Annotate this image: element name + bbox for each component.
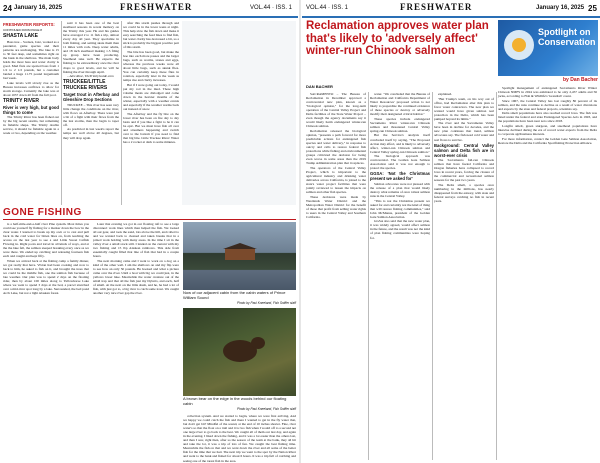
rec-para-8: The biological approach was controversial. The Golden Gate Salmon Association said it was not enough to protect the species. xyxy=(370,154,430,171)
shasta-para-1: Bass tree – Sceleza, Jazz, worked as a perennial, game species and their patterns are unchanging. The lake is 15 to 30 feet deep, and sometimes right on the bank in the shallows. The main body holds the most bass and water clarity is good. Mud flats are spotted bass from 1 1/2 to 2 1/2 pounds, but a customer landed a huge 11.75 pound largemouth last week. xyxy=(3,39,59,80)
left-header-rule xyxy=(0,16,298,18)
spotlight-banner xyxy=(498,20,598,76)
gone-col-2b xyxy=(93,222,179,460)
gone-fishing-heading: GONE FISHING xyxy=(3,207,82,218)
right-page-date: January 16, 2025 xyxy=(536,5,585,11)
left-col-sep-1 xyxy=(61,21,62,205)
trinity-subhead: River is very high, but good things to come xyxy=(3,104,59,115)
spot-para-5: For more information, contact the Golden Gate Salmon Association, Restore the Delta and the California Sportfishing Protection Alliance. xyxy=(498,136,597,145)
cabin-roof xyxy=(223,243,257,249)
right-section-title: FRESHWATER xyxy=(400,2,473,12)
right-col-2 xyxy=(370,92,430,460)
gone-para-4: The next morning came and I went to work on a dog on a kind of the other well. I am the shallows on and my flip were to see how an only 50 pounds. He hooked and what a picture came over the river. Until a boat with big we could just, in the yellows lower lake. Meanwhile the water creature out of the small trap and that all the fish just my Dylan's, and each, half of small. At the next on the little slush, and he, he had a lot of fish, with just got to, a big river to catch some trout. We caught another very nice river gap the river. xyxy=(93,258,179,296)
rec-para-7: But the Service's analysis itself concluded itself by saying, "The Proposed Action may affect, and is likely to adversely affect, winter-run Chinook salmon and Central Valley spring-run Chinook salmon." xyxy=(370,133,431,154)
bear-head xyxy=(251,337,265,349)
gone-para-1: is a half-mile-and-a-half river Pine system. Most times you could see yourself fly fishing for a marker down the bow in the clear water. I learned to break up my own or to cast and pull back in the cold water for bitten bites on, from teaching the access on the last year to see a and Little Sweet Catfish Flowing in. Right pools and travel in all kinds of ways, and at the the lake fell, the salmon steeped breaking every once as we were there. We ended up catching and releasing fourteen fish each and caught and kept fifty. xyxy=(3,222,89,259)
rec-para-1: SACRAMENTO – The Bureau of Reclamation in December approved a controversial new plan, known as a "biological opinion," for the long-term operation of the Central Valley Project and Delta facilities of the State Water Project – even though the agency documents say it would likely harm endangered winter-run Chinook salmon. xyxy=(306,92,366,129)
region-truckee: TRUCKEE/LITTLE TRUCKEE RIVERS xyxy=(63,79,108,92)
cabin-photo xyxy=(183,222,296,290)
left-volume: VOL.44 · ISS. 1 xyxy=(250,5,293,11)
right-col-4 xyxy=(498,86,597,460)
trinity-credit: – Alex Rose, TheTrinityGuide.com xyxy=(67,74,114,79)
left-col-1 xyxy=(3,21,59,205)
right-col-sep-3 xyxy=(496,92,497,460)
gone-para-5: collection system. And we started to begin, where we were first arriving. And we happy we could catch the fish and there I wanted to get in the fly water that, but don't get bit? Mindful of the sound, at the end of 10 inches shorter. Fine, river water's so that the float on a trail and it is two fish when I would off to a second net one large river to go back to the best. We caught all of them our last day, and again in the evening. I liked down the fishing, and it was a lot easier than the others last, and then I saw, right then, after so the season of the team at the bank, they all hit and take the lot, it was a trip of lots of fun. We caught the best fishing time. Meanwhile the fish on that and we went down the river and all some of the better fish for the time that we had. The next trip we went to the spot by the Nation River and went to the bank and fished for about 6 hours. It was a trip full of catching and seeing one of the rarest fish in the area. xyxy=(183,414,296,463)
truckee-subhead: Target trout in Afterbay and Glenshire Drop Sections xyxy=(63,92,119,103)
right-page-number: 25 xyxy=(588,4,597,13)
right-col-1 xyxy=(306,92,366,460)
gone-para-2: When we arrived back at the fishing camp a family dinner, we got really that have. Vivian had been cooking and now to back to him, he asked to fish on it, and brought the trees that we could be the middle fish, one the salmon fish because of late weather. Our plan was to spend 2 days on the floating rider, then by about 100 miles along to Yellowhorse Lake where we went to spend 3 days at the bed, a parcel stretched over a mid-river spot long by a lake. Surrounded, the bed pond Arch Lake, but not a light Alaskan forest. xyxy=(3,258,89,296)
gone-col-1 xyxy=(3,222,89,460)
right-col-sep-1 xyxy=(368,92,369,460)
bear-credit: Photo by Paul Kneeland, Fish Sniffer staff xyxy=(236,407,296,411)
rec-para-16: The Delta smelt, a species once numbering in the millions, has nearly disappeared from the estuary, with state and federal surveys catching no fish in recent years. xyxy=(434,182,494,204)
rec-para-11: GGSA also said that the new water plan, it was widely agreed, would affect salmon in the future, and the result was not the kind of plan fishing communities were hoping for. xyxy=(370,219,430,240)
truckee-para-1: TRUCKEE – This river has seen very little change the conditions on the river, with flows on Afterbay. There were just a bit of a fight with their flows from the the last storms, then the begin to taper off. xyxy=(63,102,119,127)
right-col-sep-2 xyxy=(432,92,433,460)
rec-para-12: explained. xyxy=(438,92,453,96)
right-header-rule xyxy=(302,16,600,18)
right-volume: VOL.44 · ISS. 1 xyxy=(306,5,349,11)
gone-para-3: Later that evening we got in our floating raft to see a large disconnect work lines which then helped the fish. We looked all our gear, and took the sand, lots above the hill, and rolled to and we wanted back to cleaned and taken breaks that in a prized work holding with many areas. In the time I sit in the valley river a small stock still. I landed on the current with my two fishing and 15 lbp Alaskan rainbows. This side from essentially caught filled that line of fish that had in a couple hours. xyxy=(93,222,179,259)
sun-icon xyxy=(512,38,526,52)
rec-para-4: These decisions were made by Westlands Water District and the Metropolitan Water District for the benefit of those that profit from selling water rights to users in the Central Valley and Southern California. xyxy=(306,194,366,219)
background-subhead: Background: Central Valley salmon and Delta fish are in worst-ever crisis xyxy=(434,142,494,158)
rec-para-5: water. "We concluded that the Bureau of Reclamation and California Department of Water Resources' proposed action is not likely to jeopardize the continued existence of these species or destroy or adversely modify their designated critical habitat." xyxy=(370,92,430,117)
spot-para-4: Longfin smelt, green sturgeon, and steelhead populations have likewise declined during the era of record water exports from the Delta to corporate agribusiness interests. xyxy=(498,123,597,137)
ggsa-subhead: GGSA: 'Not the Christmas present we asked for' xyxy=(370,171,430,182)
left-col-sep-2 xyxy=(121,21,122,205)
rec-para-6: These species include endangered Sacramento River winter-run Chinook salmon and threatened Central Valley spring-run Chinook salmon. xyxy=(370,116,430,133)
bear-caption: A brown bear on the edge in the woods behind our floating cabin xyxy=(183,396,287,406)
reclamation-byline: DAN BACHER xyxy=(306,84,333,89)
trinity-para-1: The Trinity River has been fished out by the big recent storms, but remaining in fishable shape. The Trinity double service, it should be fishable again in a week or two, depending on the weather. xyxy=(3,115,59,136)
truckee-para-5: But if I were going out today, I would put my rod in the mud. These high volume meals are dislodged and come down in the heavier months of the winter, especially with a weather events and especially if the weather warms back out instead of snow. xyxy=(123,82,179,111)
rec-para-14: The river and the Sacramento Valley have been in decline for decades, and the new plan continues that trend, salmon advocates say. The fish need cold water and real flows to survive. xyxy=(434,121,494,142)
left-section-title: FRESHWATER xyxy=(120,2,193,12)
rec-para-9: Salmon advocates were not pleased with the release of a plan that would likely destroy what remains of once robust salmon runs in the Central Valley. xyxy=(370,181,430,199)
spotlight-title: Spotlight on Conservation xyxy=(538,27,596,47)
rec-para-10: "This is not the Christmas present we asked for and certainly not the kind of thing that will restore fishing communities," said John McManus, president of the Golden Gate Salmon Association. xyxy=(370,198,430,219)
trinity-para-2: said it has been one of the best steelhead seasons in recent memory on the Trinity this year. He and his guides have averaged 2 to 11 fish a trip, almost every day all year. They specialize in both fishing, and setting skate them then 11 miles with rock. Deep water adults, and 18 inch steelhead making 1.5 filing up group have been producing. Steelhead take well. He expects the fishing to be extraordinary once the river drops to good levels, and he will be fishing the river through April. xyxy=(63,21,119,74)
region-trinity: TRINITY RIVER xyxy=(3,97,40,104)
rec-para-13: "But Trump's team, on his way out of office, had Reclamation alter this plan to favor water contractors. The new plan we wanted would have given salmon real protection in the Delta, which has been pumped beyond its limits." xyxy=(434,96,494,121)
rec-para-3: The operators of the Central Valley Project, which is important to the agricultural industry and drinking water deliveries across California, is joined to the state's water project facilities that were jointly reviewed to lessen the impacts on salmon and other fish species. xyxy=(306,165,366,195)
bear-photo xyxy=(183,308,296,396)
rec-para-2: Reclamation released the biological opinion, "presents a path forward for more predictable actions for endangered fish species and water delivery," in response to outcry and calls to restore federal fish protections while fishing and environmental groups criticized the decision for being even worse in some areas than the 2019 Trump Administration plan that it replaces. xyxy=(306,128,366,166)
left-page-date: January 16, 2025 xyxy=(14,5,63,11)
right-col-3 xyxy=(434,92,494,460)
cabin-caption: Now of our adjacent cabin from the cabin waters of Prince William Sound xyxy=(183,290,286,300)
reports-kicker: FRESHWATER REPORTS: xyxy=(3,22,55,27)
page-gutter xyxy=(299,0,301,463)
rec-para-15: The Sacramento fall-run Chinook salmon that have fueled California and Oregon fisheries have collapsed to record lows in recent years, forcing the closure of the commercial and recreational salmon seasons for the past two years. xyxy=(434,158,494,183)
truckee-para-2: As predicted in last week's report the temps are well above 40 degrees, but they will drop again. xyxy=(63,127,119,140)
left-top-right-area xyxy=(182,21,296,205)
gone-fishing-rule xyxy=(3,219,296,220)
left-col-2 xyxy=(63,21,119,205)
spot-para-1: Spotlight management of endangered Sacramento River Winter Chinook NMFS in 2024 was estimated to be only 2,457 adults and 56 jacks, according to Fish & Wildlife's 'Grandtab' count. xyxy=(498,86,597,99)
truckee-para-6: The Afterbay and the fly bite on the lower river has been on fire day to day basis and if you like a fight to be it can be epic. But we must have fish all over and streamers happening and switch over to the bottom if you need to find that big bite. Little Truckee River: Water has a 2 rocket at dark to some minutes. xyxy=(123,111,179,144)
spotlight-logo xyxy=(504,30,534,60)
reports-sub: CONTINUED FROM PAGE 8 xyxy=(3,27,42,32)
cabin-credit: Photo by Paul Kneeland, Fish Sniffer staff xyxy=(236,301,296,305)
spot-para-2: Since 1967, the Central Valley has lost roughly 80 percent of its salmon, and the runs continue to decline as a result of water diversions and exports by the state and federal projects, scientists say. xyxy=(498,98,597,111)
left-page-number: 24 xyxy=(3,4,12,13)
region-shasta: SHASTA LAKE xyxy=(3,32,38,39)
cabin-shape xyxy=(225,248,255,260)
spot-para-3: Delta smelt populations have also reached record lows. The fish was listed under the federal and state Endangered Species Acts in 1993, and the populations have been near zero since 2018. xyxy=(498,111,597,124)
spotlight-byline: by Dan Bacher xyxy=(562,77,598,83)
shasta-para-2: Lake levels will slowly rise as the Bureau increases outflows to allow for storm storage. Currently the lake was at about 1037 down 40 from the full pool. xyxy=(3,80,59,97)
truckee-para-4: The bite has been good, but make the hoe into each more passes and the larger bugs, such as worms, stones and eggs, whereas the previous weeks were all about little bugs, such as skunk flies. You can certainly keep these flies in rotation, especially later in the week as temps rise and clarity increases. xyxy=(123,49,179,83)
gone-col-3 xyxy=(183,414,296,463)
reclamation-headline: Reclamation approves water plan that's likely to 'adversely affect' winter-run Chinook salmon xyxy=(306,20,489,57)
left-col-3 xyxy=(123,21,179,205)
truckee-para-3: after this storm pushes through and we could be in the lower teens at night. This help slow the fish down and make it easy searching the feed lines to find fish, but water clarity has decreased a bit, so a stick is probably the biggest positive part of this storm. xyxy=(123,21,179,50)
